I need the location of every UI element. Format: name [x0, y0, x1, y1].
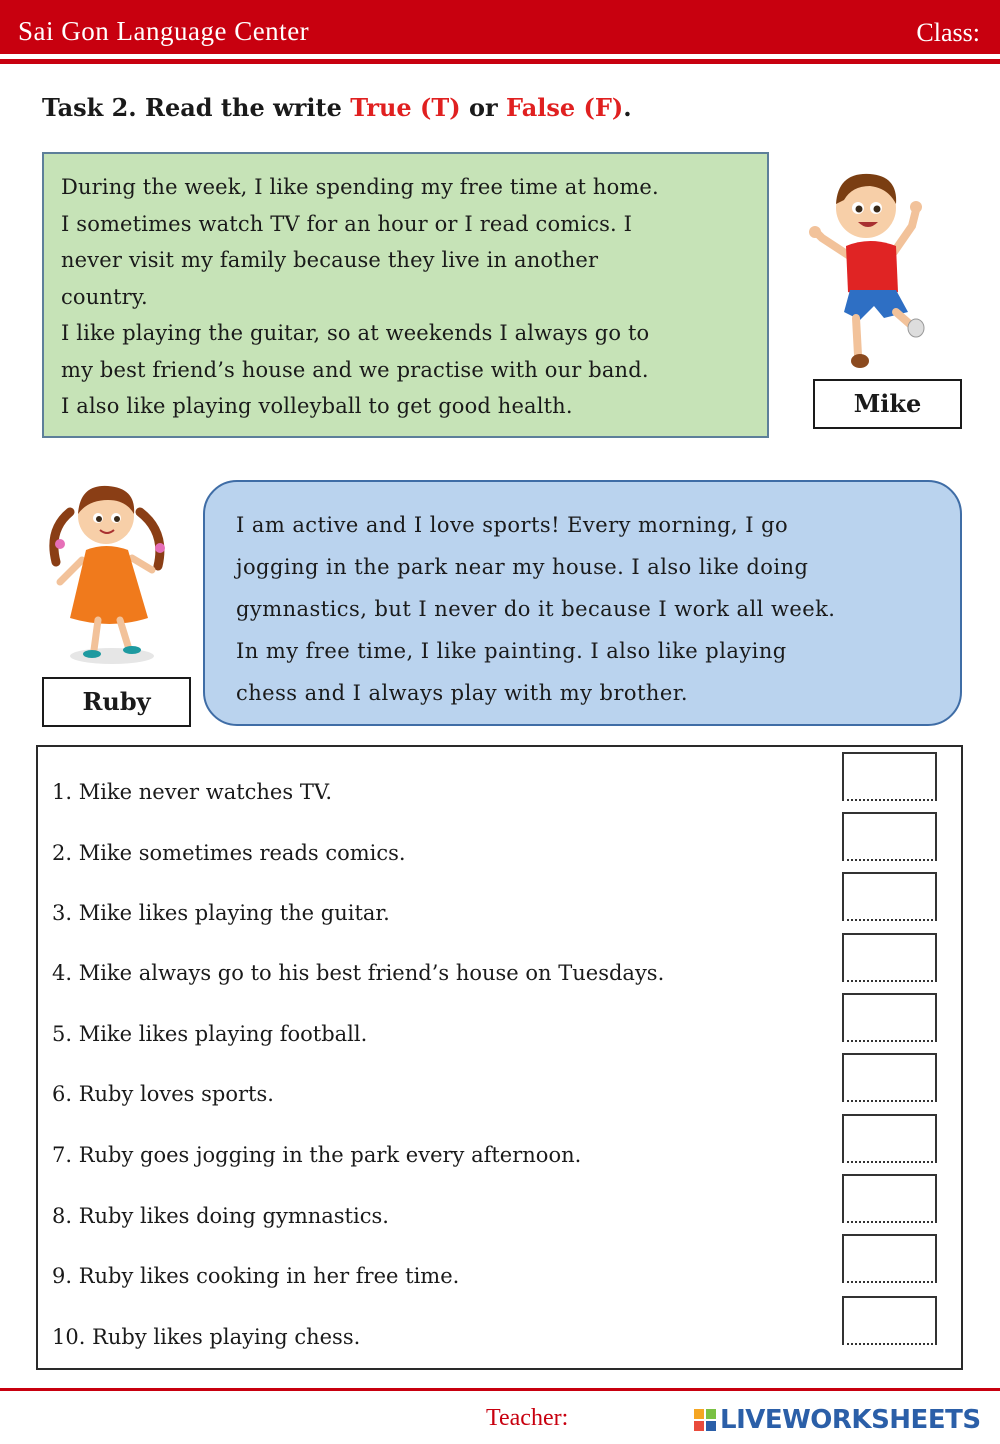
footer-divider — [0, 1388, 1000, 1391]
mike-passage-line: country. — [61, 284, 148, 309]
teacher-label: Teacher: — [486, 1405, 569, 1431]
task-title-text: Task 2. Read the write — [42, 93, 351, 122]
header-bar — [0, 0, 1000, 54]
mike-illustration — [808, 160, 933, 375]
question-text: 3. Mike likes playing the guitar. — [52, 901, 390, 925]
answer-box[interactable] — [842, 872, 937, 921]
answer-box[interactable] — [842, 1174, 937, 1223]
ruby-passage-line: jogging in the park near my house. I also like doing — [236, 555, 809, 579]
mike-passage-line: I sometimes watch TV for an hour or I read comics. I — [61, 211, 633, 236]
answer-box[interactable] — [842, 933, 937, 982]
question-text: 4. Mike always go to his best friend’s house on Tuesdays. — [52, 961, 665, 985]
answer-box[interactable] — [842, 812, 937, 861]
answer-box[interactable] — [842, 1114, 937, 1163]
false-label: False (F) — [506, 93, 624, 122]
task-title-or: or — [460, 93, 506, 122]
task-title — [42, 93, 632, 122]
liveworksheets-logo-text: LIVEWORKSHEETS — [720, 1405, 981, 1435]
question-text: 5. Mike likes playing football. — [52, 1022, 368, 1046]
ruby-passage-line: In my free time, I like painting. I also like playing — [236, 639, 787, 663]
mike-passage — [42, 152, 769, 438]
question-text: 8. Ruby likes doing gymnastics. — [52, 1204, 389, 1228]
mike-name-label: Mike — [813, 379, 962, 429]
header-divider — [0, 59, 1000, 64]
mike-passage-line: my best friend’s house and we practise with our band. — [61, 357, 649, 382]
mike-passage-line: I also like playing volleyball to get good health. — [61, 394, 573, 418]
liveworksheets-logo-icon — [694, 1409, 716, 1431]
ruby-passage-line: I am active and I love sports! Every morning, I go — [236, 513, 789, 537]
class-label: Class: — [916, 18, 980, 47]
question-text: 1. Mike never watches TV. — [52, 780, 332, 804]
question-text: 6. Ruby loves sports. — [52, 1082, 274, 1106]
ruby-passage — [203, 480, 962, 726]
mike-passage-line: During the week, I like spending my free time at home. — [61, 175, 659, 199]
question-text: 9. Ruby likes cooking in her free time. — [52, 1264, 460, 1288]
ruby-illustration — [40, 470, 185, 670]
answer-box[interactable] — [842, 752, 937, 801]
center-name: Sai Gon Language Center — [18, 16, 310, 46]
question-text: 2. Mike sometimes reads comics. — [52, 841, 406, 865]
question-text: 7. Ruby goes jogging in the park every afternoon. — [52, 1143, 582, 1167]
answer-box[interactable] — [842, 1234, 937, 1283]
ruby-passage-line: chess and I always play with my brother. — [236, 681, 689, 705]
answer-box[interactable] — [842, 1053, 937, 1102]
questions-panel — [36, 745, 963, 1370]
mike-passage-line: never visit my family because they live in another — [61, 248, 599, 272]
question-text: 10. Ruby likes playing chess. — [52, 1325, 361, 1349]
answer-box[interactable] — [842, 1296, 937, 1345]
task-title-period: . — [623, 93, 632, 122]
ruby-name-label: Ruby — [42, 677, 191, 727]
liveworksheets-logo[interactable] — [694, 1404, 981, 1436]
true-label: True (T) — [350, 93, 461, 122]
ruby-passage-line: gymnastics, but I never do it because I work all week. — [236, 597, 836, 621]
mike-passage-line: I like playing the guitar, so at weekends I always go to — [61, 321, 650, 345]
answer-box[interactable] — [842, 993, 937, 1042]
